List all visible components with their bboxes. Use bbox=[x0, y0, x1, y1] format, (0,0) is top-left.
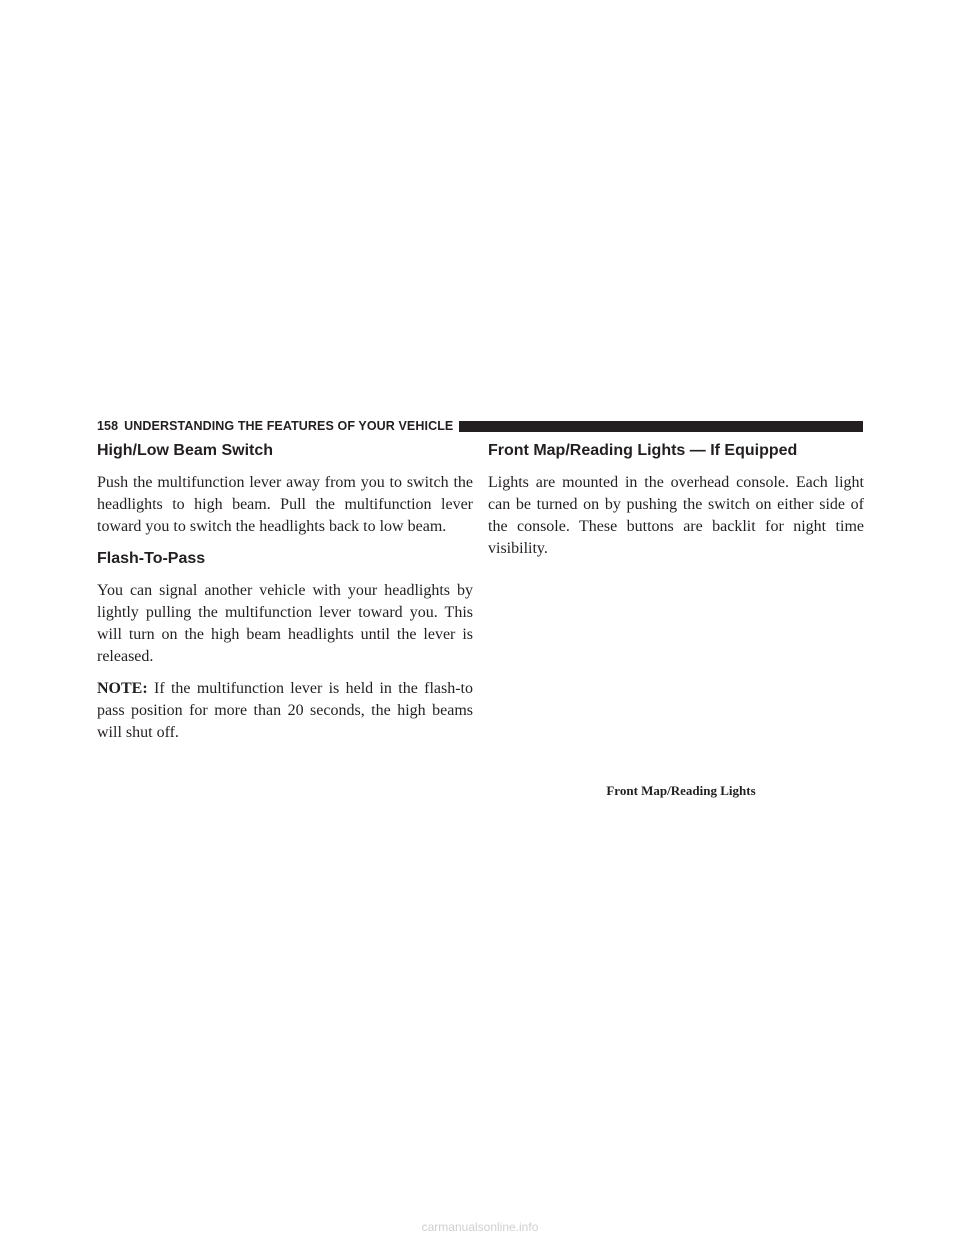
right-column bbox=[488, 440, 864, 802]
header-rule bbox=[459, 421, 863, 432]
section-title: UNDERSTANDING THE FEATURES OF YOUR VEHICLE bbox=[124, 419, 454, 433]
note-paragraph bbox=[97, 678, 473, 744]
paragraph-reading-lights: Lights are mounted in the overhead console. Each light can be turned on by pushing the switch on either side of the console. These buttons are backlit for night time visibility. bbox=[488, 474, 864, 557]
page-header bbox=[97, 416, 863, 436]
note-text: If the multifunction lever is held in the flash-to pass position for more than 20 seconds, the high beams will shut off. bbox=[97, 680, 473, 741]
footer-watermark: carmanualsonline.info bbox=[421, 1220, 539, 1234]
heading-high-low-beam: High/Low Beam Switch bbox=[97, 442, 274, 459]
figure-caption: Front Map/Reading Lights bbox=[606, 783, 756, 798]
paragraph-high-low-beam: Push the multifunction lever away from you to switch the headlights to high beam. Pull the multifunction lever toward you to switch the headlights back to low beam. bbox=[97, 474, 473, 535]
note-label: NOTE: bbox=[97, 680, 148, 697]
left-column bbox=[97, 440, 473, 754]
running-header bbox=[97, 419, 453, 433]
heading-flash-to-pass: Flash-To-Pass bbox=[97, 550, 206, 567]
paragraph-flash-to-pass: You can signal another vehicle with your headlights by lightly pulling the multifunction lever toward you. This will turn on the high beam headlights until the lever is released. bbox=[97, 582, 473, 665]
heading-reading-lights: Front Map/Reading Lights — If Equipped bbox=[488, 442, 798, 459]
figure-placeholder bbox=[488, 570, 864, 780]
page-number: 158 bbox=[97, 419, 119, 433]
